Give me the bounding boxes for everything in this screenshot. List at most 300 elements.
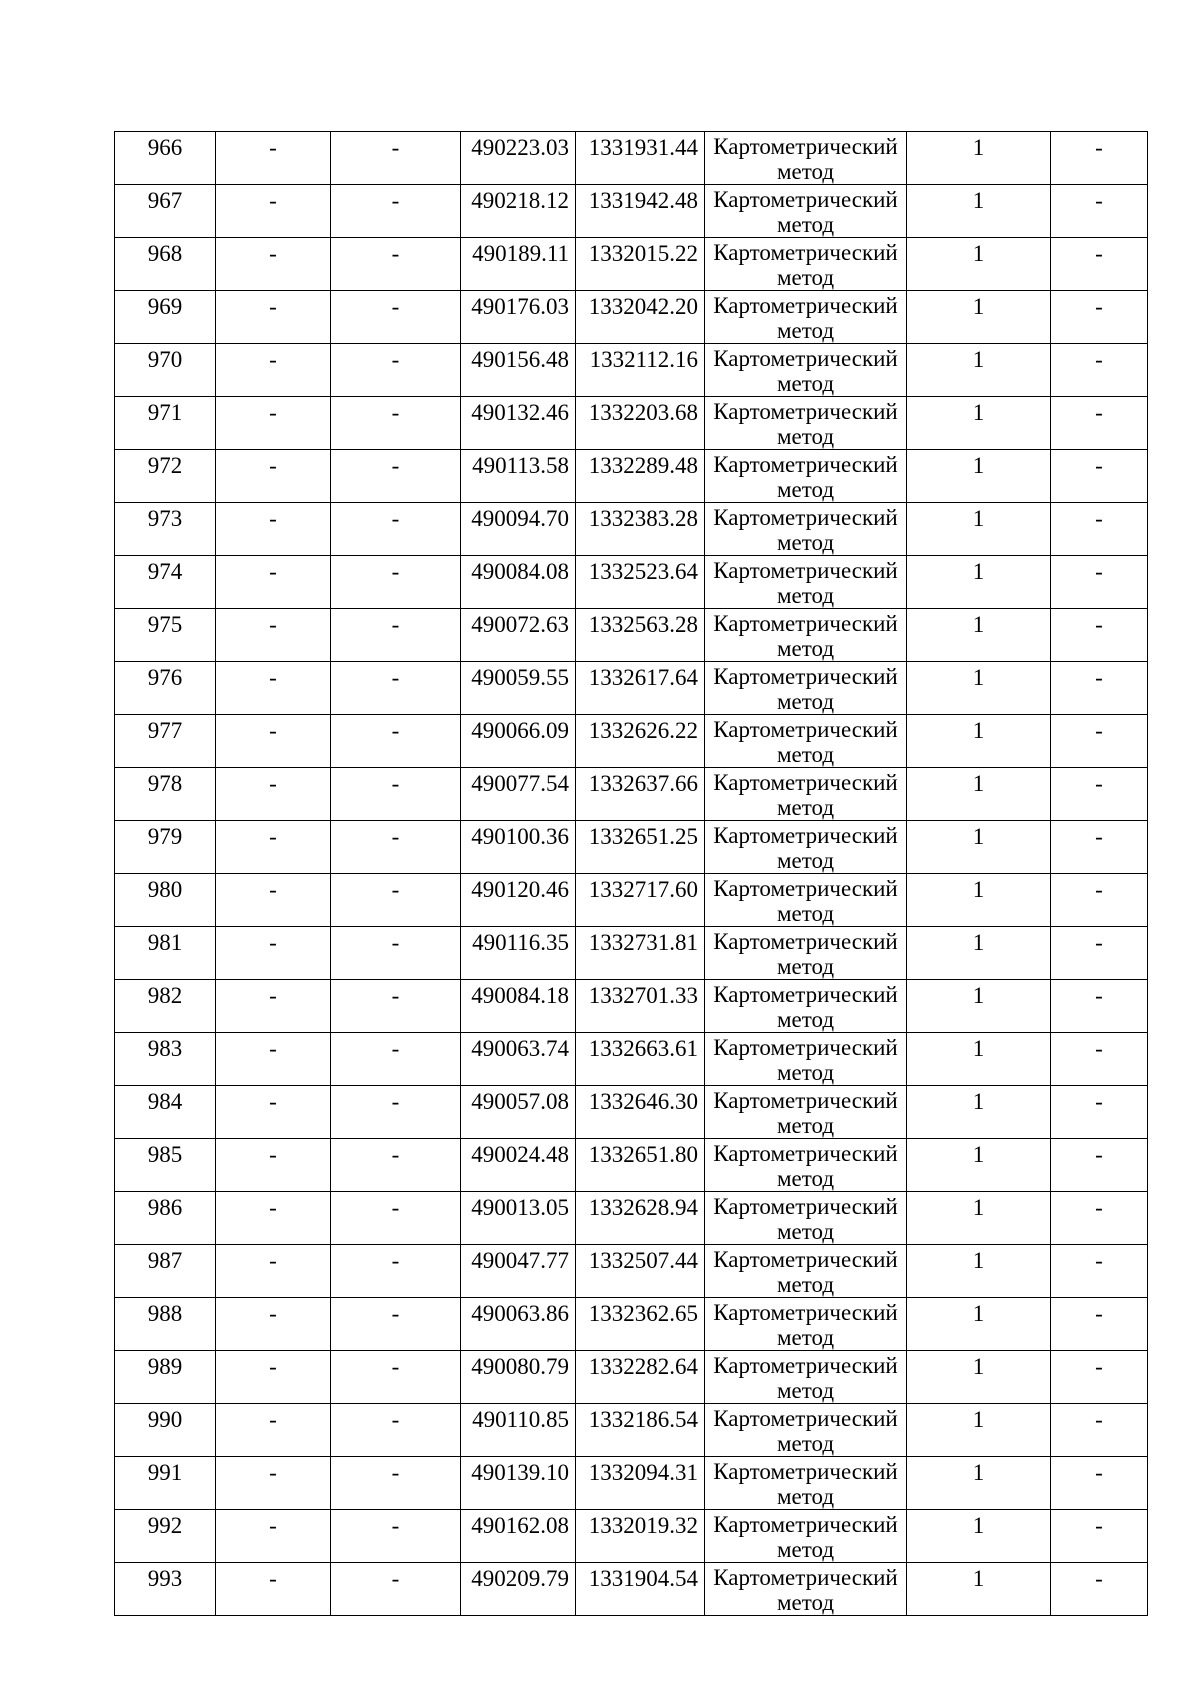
method-cell	[705, 1510, 907, 1563]
point-number-cell: 971	[115, 397, 216, 450]
method-cell	[705, 1457, 907, 1510]
table-row	[115, 397, 1148, 450]
accuracy-cell: 1	[907, 1351, 1051, 1404]
column-3-cell: -	[331, 450, 461, 503]
x-coordinate-cell: 490077.54	[461, 768, 576, 821]
table-row	[115, 1245, 1148, 1298]
column-3-cell: -	[331, 1033, 461, 1086]
accuracy-cell: 1	[907, 291, 1051, 344]
method-cell	[705, 1298, 907, 1351]
method-line-1: Картометрический	[713, 1512, 898, 1537]
point-number-cell: 983	[115, 1033, 216, 1086]
method-line-2: метод	[776, 1431, 835, 1456]
method-line-2: метод	[776, 1590, 835, 1615]
note-cell: -	[1051, 1404, 1148, 1457]
table-row	[115, 185, 1148, 238]
y-coordinate-cell: 1332651.80	[576, 1139, 705, 1192]
column-2-cell: -	[216, 1563, 331, 1616]
x-coordinate-cell: 490072.63	[461, 609, 576, 662]
column-2-cell: -	[216, 1510, 331, 1563]
accuracy-cell: 1	[907, 1086, 1051, 1139]
accuracy-cell: 1	[907, 1139, 1051, 1192]
accuracy-cell: 1	[907, 662, 1051, 715]
method-line-1: Картометрический	[713, 1565, 898, 1590]
accuracy-cell: 1	[907, 609, 1051, 662]
method-line-2: метод	[776, 477, 835, 502]
x-coordinate-cell: 490057.08	[461, 1086, 576, 1139]
note-cell: -	[1051, 1139, 1148, 1192]
x-coordinate-cell: 490047.77	[461, 1245, 576, 1298]
column-2-cell: -	[216, 344, 331, 397]
point-number-cell: 975	[115, 609, 216, 662]
column-2-cell: -	[216, 821, 331, 874]
point-number-cell: 967	[115, 185, 216, 238]
method-cell	[705, 1245, 907, 1298]
y-coordinate-cell: 1332019.32	[576, 1510, 705, 1563]
method-line-1: Картометрический	[713, 187, 898, 212]
note-cell: -	[1051, 1351, 1148, 1404]
method-line-2: метод	[776, 795, 835, 820]
column-2-cell: -	[216, 874, 331, 927]
method-line-2: метод	[776, 1113, 835, 1138]
method-cell	[705, 344, 907, 397]
method-cell	[705, 715, 907, 768]
method-cell	[705, 1192, 907, 1245]
point-number-cell: 981	[115, 927, 216, 980]
accuracy-cell: 1	[907, 1563, 1051, 1616]
x-coordinate-cell: 490066.09	[461, 715, 576, 768]
y-coordinate-cell: 1332203.68	[576, 397, 705, 450]
method-line-2: метод	[776, 318, 835, 343]
y-coordinate-cell: 1332282.64	[576, 1351, 705, 1404]
accuracy-cell: 1	[907, 450, 1051, 503]
method-line-2: метод	[776, 159, 835, 184]
column-3-cell: -	[331, 927, 461, 980]
method-cell	[705, 980, 907, 1033]
method-line-2: метод	[776, 583, 835, 608]
method-line-1: Картометрический	[713, 1141, 898, 1166]
method-line-1: Картометрический	[713, 1406, 898, 1431]
note-cell: -	[1051, 1457, 1148, 1510]
column-3-cell: -	[331, 238, 461, 291]
note-cell: -	[1051, 1033, 1148, 1086]
table-row	[115, 1351, 1148, 1404]
table-row	[115, 503, 1148, 556]
column-3-cell: -	[331, 980, 461, 1033]
point-number-cell: 991	[115, 1457, 216, 1510]
method-line-1: Картометрический	[713, 823, 898, 848]
method-line-2: метод	[776, 1166, 835, 1191]
method-line-1: Картометрический	[713, 452, 898, 477]
table-row	[115, 344, 1148, 397]
method-cell	[705, 556, 907, 609]
column-3-cell: -	[331, 291, 461, 344]
y-coordinate-cell: 1332015.22	[576, 238, 705, 291]
table-body	[115, 132, 1148, 1616]
method-line-1: Картометрический	[713, 558, 898, 583]
method-line-2: метод	[776, 530, 835, 555]
note-cell: -	[1051, 238, 1148, 291]
column-3-cell: -	[331, 1245, 461, 1298]
column-2-cell: -	[216, 1033, 331, 1086]
method-line-2: метод	[776, 636, 835, 661]
y-coordinate-cell: 1332362.65	[576, 1298, 705, 1351]
table-row	[115, 1033, 1148, 1086]
x-coordinate-cell: 490113.58	[461, 450, 576, 503]
accuracy-cell: 1	[907, 344, 1051, 397]
column-2-cell: -	[216, 1139, 331, 1192]
table-row	[115, 1192, 1148, 1245]
note-cell: -	[1051, 503, 1148, 556]
column-2-cell: -	[216, 662, 331, 715]
x-coordinate-cell: 490176.03	[461, 291, 576, 344]
x-coordinate-cell: 490218.12	[461, 185, 576, 238]
accuracy-cell: 1	[907, 185, 1051, 238]
method-line-2: метод	[776, 689, 835, 714]
y-coordinate-cell: 1332042.20	[576, 291, 705, 344]
column-3-cell: -	[331, 132, 461, 185]
accuracy-cell: 1	[907, 768, 1051, 821]
y-coordinate-cell: 1332626.22	[576, 715, 705, 768]
method-cell	[705, 662, 907, 715]
point-number-cell: 987	[115, 1245, 216, 1298]
method-line-1: Картометрический	[713, 770, 898, 795]
method-line-1: Картометрический	[713, 1194, 898, 1219]
column-3-cell: -	[331, 1192, 461, 1245]
coordinates-table	[114, 131, 1148, 1616]
column-2-cell: -	[216, 397, 331, 450]
method-line-1: Картометрический	[713, 1247, 898, 1272]
y-coordinate-cell: 1332646.30	[576, 1086, 705, 1139]
column-3-cell: -	[331, 397, 461, 450]
accuracy-cell: 1	[907, 874, 1051, 927]
accuracy-cell: 1	[907, 1192, 1051, 1245]
table-row	[115, 662, 1148, 715]
y-coordinate-cell: 1331942.48	[576, 185, 705, 238]
y-coordinate-cell: 1332186.54	[576, 1404, 705, 1457]
y-coordinate-cell: 1332563.28	[576, 609, 705, 662]
y-coordinate-cell: 1332094.31	[576, 1457, 705, 1510]
x-coordinate-cell: 490116.35	[461, 927, 576, 980]
accuracy-cell: 1	[907, 1298, 1051, 1351]
point-number-cell: 976	[115, 662, 216, 715]
accuracy-cell: 1	[907, 1033, 1051, 1086]
column-3-cell: -	[331, 821, 461, 874]
method-line-1: Картометрический	[713, 664, 898, 689]
note-cell: -	[1051, 1245, 1148, 1298]
column-2-cell: -	[216, 132, 331, 185]
method-line-2: метод	[776, 1007, 835, 1032]
column-2-cell: -	[216, 1351, 331, 1404]
method-cell	[705, 1404, 907, 1457]
note-cell: -	[1051, 927, 1148, 980]
method-line-1: Картометрический	[713, 399, 898, 424]
point-number-cell: 979	[115, 821, 216, 874]
x-coordinate-cell: 490110.85	[461, 1404, 576, 1457]
table-row	[115, 556, 1148, 609]
table-row	[115, 980, 1148, 1033]
method-cell	[705, 874, 907, 927]
column-3-cell: -	[331, 503, 461, 556]
method-cell	[705, 1351, 907, 1404]
method-line-2: метод	[776, 1484, 835, 1509]
column-3-cell: -	[331, 662, 461, 715]
table-row	[115, 927, 1148, 980]
accuracy-cell: 1	[907, 397, 1051, 450]
method-cell	[705, 503, 907, 556]
method-line-2: метод	[776, 265, 835, 290]
note-cell: -	[1051, 874, 1148, 927]
y-coordinate-cell: 1332383.28	[576, 503, 705, 556]
column-3-cell: -	[331, 874, 461, 927]
note-cell: -	[1051, 344, 1148, 397]
point-number-cell: 992	[115, 1510, 216, 1563]
x-coordinate-cell: 490084.08	[461, 556, 576, 609]
note-cell: -	[1051, 662, 1148, 715]
note-cell: -	[1051, 1086, 1148, 1139]
table-row	[115, 1563, 1148, 1616]
method-line-1: Картометрический	[713, 1300, 898, 1325]
accuracy-cell: 1	[907, 1457, 1051, 1510]
table-row	[115, 1139, 1148, 1192]
point-number-cell: 990	[115, 1404, 216, 1457]
y-coordinate-cell: 1331931.44	[576, 132, 705, 185]
y-coordinate-cell: 1332731.81	[576, 927, 705, 980]
method-line-2: метод	[776, 954, 835, 979]
table-row	[115, 132, 1148, 185]
method-line-2: метод	[776, 901, 835, 926]
column-2-cell: -	[216, 768, 331, 821]
y-coordinate-cell: 1332663.61	[576, 1033, 705, 1086]
point-number-cell: 974	[115, 556, 216, 609]
table-row	[115, 238, 1148, 291]
accuracy-cell: 1	[907, 503, 1051, 556]
x-coordinate-cell: 490223.03	[461, 132, 576, 185]
method-line-2: метод	[776, 212, 835, 237]
note-cell: -	[1051, 1298, 1148, 1351]
column-2-cell: -	[216, 609, 331, 662]
y-coordinate-cell: 1331904.54	[576, 1563, 705, 1616]
point-number-cell: 966	[115, 132, 216, 185]
x-coordinate-cell: 490100.36	[461, 821, 576, 874]
method-line-2: метод	[776, 1378, 835, 1403]
note-cell: -	[1051, 1563, 1148, 1616]
note-cell: -	[1051, 132, 1148, 185]
column-2-cell: -	[216, 1298, 331, 1351]
y-coordinate-cell: 1332507.44	[576, 1245, 705, 1298]
table-row	[115, 1457, 1148, 1510]
method-cell	[705, 821, 907, 874]
point-number-cell: 988	[115, 1298, 216, 1351]
column-2-cell: -	[216, 1245, 331, 1298]
column-3-cell: -	[331, 1139, 461, 1192]
column-2-cell: -	[216, 291, 331, 344]
method-cell	[705, 397, 907, 450]
note-cell: -	[1051, 397, 1148, 450]
x-coordinate-cell: 490024.48	[461, 1139, 576, 1192]
method-cell	[705, 609, 907, 662]
accuracy-cell: 1	[907, 1245, 1051, 1298]
note-cell: -	[1051, 715, 1148, 768]
x-coordinate-cell: 490139.10	[461, 1457, 576, 1510]
method-cell	[705, 1033, 907, 1086]
method-line-1: Картометрический	[713, 876, 898, 901]
y-coordinate-cell: 1332717.60	[576, 874, 705, 927]
method-line-1: Картометрический	[713, 134, 898, 159]
method-line-1: Картометрический	[713, 929, 898, 954]
column-3-cell: -	[331, 1404, 461, 1457]
method-cell	[705, 291, 907, 344]
method-cell	[705, 132, 907, 185]
column-3-cell: -	[331, 768, 461, 821]
method-line-1: Картометрический	[713, 293, 898, 318]
method-line-1: Картометрический	[713, 1088, 898, 1113]
table-row	[115, 291, 1148, 344]
method-line-2: метод	[776, 848, 835, 873]
accuracy-cell: 1	[907, 1404, 1051, 1457]
y-coordinate-cell: 1332637.66	[576, 768, 705, 821]
table-row	[115, 768, 1148, 821]
y-coordinate-cell: 1332523.64	[576, 556, 705, 609]
column-3-cell: -	[331, 556, 461, 609]
accuracy-cell: 1	[907, 821, 1051, 874]
note-cell: -	[1051, 185, 1148, 238]
method-line-1: Картометрический	[713, 982, 898, 1007]
method-line-1: Картометрический	[713, 1353, 898, 1378]
table-row	[115, 1404, 1148, 1457]
method-line-1: Картометрический	[713, 505, 898, 530]
x-coordinate-cell: 490063.74	[461, 1033, 576, 1086]
column-2-cell: -	[216, 503, 331, 556]
accuracy-cell: 1	[907, 556, 1051, 609]
method-line-2: метод	[776, 1272, 835, 1297]
point-number-cell: 972	[115, 450, 216, 503]
accuracy-cell: 1	[907, 980, 1051, 1033]
column-3-cell: -	[331, 1457, 461, 1510]
column-3-cell: -	[331, 1351, 461, 1404]
method-cell	[705, 1563, 907, 1616]
point-number-cell: 978	[115, 768, 216, 821]
note-cell: -	[1051, 609, 1148, 662]
table-row	[115, 609, 1148, 662]
column-3-cell: -	[331, 1298, 461, 1351]
point-number-cell: 980	[115, 874, 216, 927]
method-line-1: Картометрический	[713, 717, 898, 742]
note-cell: -	[1051, 291, 1148, 344]
method-cell	[705, 185, 907, 238]
column-3-cell: -	[331, 344, 461, 397]
x-coordinate-cell: 490132.46	[461, 397, 576, 450]
column-2-cell: -	[216, 556, 331, 609]
point-number-cell: 970	[115, 344, 216, 397]
point-number-cell: 968	[115, 238, 216, 291]
column-2-cell: -	[216, 1457, 331, 1510]
column-2-cell: -	[216, 715, 331, 768]
column-2-cell: -	[216, 927, 331, 980]
x-coordinate-cell: 490156.48	[461, 344, 576, 397]
note-cell: -	[1051, 1510, 1148, 1563]
x-coordinate-cell: 490162.08	[461, 1510, 576, 1563]
accuracy-cell: 1	[907, 238, 1051, 291]
y-coordinate-cell: 1332112.16	[576, 344, 705, 397]
accuracy-cell: 1	[907, 715, 1051, 768]
point-number-cell: 973	[115, 503, 216, 556]
method-cell	[705, 450, 907, 503]
table-row	[115, 715, 1148, 768]
y-coordinate-cell: 1332617.64	[576, 662, 705, 715]
method-line-2: метод	[776, 1537, 835, 1562]
column-3-cell: -	[331, 1563, 461, 1616]
x-coordinate-cell: 490059.55	[461, 662, 576, 715]
y-coordinate-cell: 1332289.48	[576, 450, 705, 503]
column-3-cell: -	[331, 609, 461, 662]
table-row	[115, 1510, 1148, 1563]
method-line-2: метод	[776, 1060, 835, 1085]
column-3-cell: -	[331, 715, 461, 768]
method-line-2: метод	[776, 371, 835, 396]
x-coordinate-cell: 490209.79	[461, 1563, 576, 1616]
method-line-1: Картометрический	[713, 1035, 898, 1060]
accuracy-cell: 1	[907, 1510, 1051, 1563]
method-line-2: метод	[776, 742, 835, 767]
method-cell	[705, 238, 907, 291]
point-number-cell: 982	[115, 980, 216, 1033]
column-2-cell: -	[216, 450, 331, 503]
x-coordinate-cell: 490080.79	[461, 1351, 576, 1404]
x-coordinate-cell: 490013.05	[461, 1192, 576, 1245]
column-3-cell: -	[331, 185, 461, 238]
method-line-2: метод	[776, 424, 835, 449]
x-coordinate-cell: 490094.70	[461, 503, 576, 556]
note-cell: -	[1051, 556, 1148, 609]
column-3-cell: -	[331, 1086, 461, 1139]
column-3-cell: -	[331, 1510, 461, 1563]
method-line-1: Картометрический	[713, 346, 898, 371]
method-line-1: Картометрический	[713, 1459, 898, 1484]
table-row	[115, 1086, 1148, 1139]
point-number-cell: 984	[115, 1086, 216, 1139]
column-2-cell: -	[216, 238, 331, 291]
note-cell: -	[1051, 980, 1148, 1033]
point-number-cell: 977	[115, 715, 216, 768]
column-2-cell: -	[216, 1404, 331, 1457]
accuracy-cell: 1	[907, 132, 1051, 185]
note-cell: -	[1051, 1192, 1148, 1245]
point-number-cell: 993	[115, 1563, 216, 1616]
accuracy-cell: 1	[907, 927, 1051, 980]
table-row	[115, 821, 1148, 874]
table-row	[115, 450, 1148, 503]
point-number-cell: 985	[115, 1139, 216, 1192]
note-cell: -	[1051, 450, 1148, 503]
table-row	[115, 1298, 1148, 1351]
table-row	[115, 874, 1148, 927]
method-cell	[705, 1139, 907, 1192]
column-2-cell: -	[216, 1192, 331, 1245]
method-cell	[705, 1086, 907, 1139]
point-number-cell: 969	[115, 291, 216, 344]
point-number-cell: 989	[115, 1351, 216, 1404]
method-cell	[705, 768, 907, 821]
column-2-cell: -	[216, 980, 331, 1033]
method-line-1: Картометрический	[713, 240, 898, 265]
note-cell: -	[1051, 821, 1148, 874]
method-line-1: Картометрический	[713, 611, 898, 636]
method-line-2: метод	[776, 1219, 835, 1244]
y-coordinate-cell: 1332628.94	[576, 1192, 705, 1245]
x-coordinate-cell: 490084.18	[461, 980, 576, 1033]
method-cell	[705, 927, 907, 980]
